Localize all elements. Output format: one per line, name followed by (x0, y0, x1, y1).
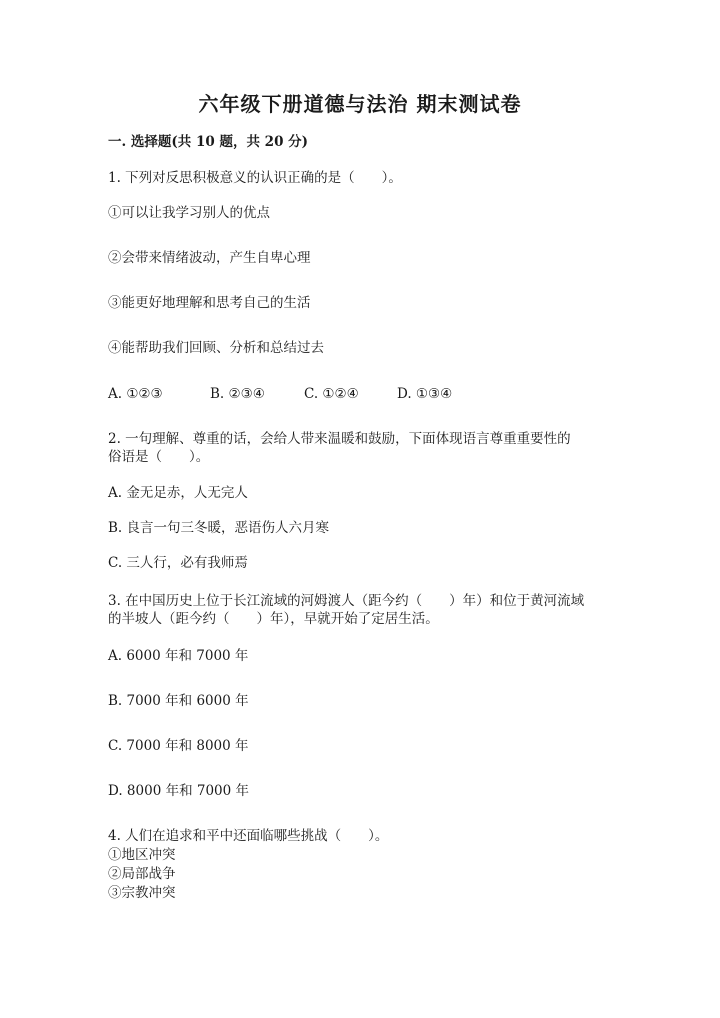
question-2-stem-line-1: 2. 一句理解、尊重的话，会给人带来温暖和鼓励，下面体现语言尊重重要性的 (108, 431, 571, 447)
question-4-item-1: ①地区冲突 (108, 847, 176, 863)
question-1-option-a: A. ①②③ (108, 386, 163, 402)
page-title: 六年级下册道德与法治 期末测试卷 (198, 92, 522, 116)
question-1-option-b: B. ②③④ (210, 386, 265, 402)
question-4-item-2: ②局部战争 (108, 866, 176, 882)
question-1-item-3: ③能更好地理解和思考自己的生活 (108, 295, 311, 311)
question-3-stem-line-1: 3. 在中国历史上位于长江流域的河姆渡人（距今约（ ）年）和位于黄河流域 (108, 593, 585, 609)
question-3-option-c: C. 7000 年和 8000 年 (108, 738, 249, 754)
question-1-option-d: D. ①③④ (397, 386, 453, 402)
question-4-stem: 4. 人们在追求和平中还面临哪些挑战（ ）。 (108, 828, 389, 844)
question-1-stem: 1. 下列对反思积极意义的认识正确的是（ ）。 (108, 170, 402, 186)
question-4-item-3: ③宗教冲突 (108, 885, 176, 901)
section-heading: 一. 选择题(共 10 题，共 20 分) (108, 134, 309, 150)
question-2-option-b: B. 良言一句三冬暖，恶语伤人六月寒 (108, 520, 330, 536)
question-3-option-a: A. 6000 年和 7000 年 (108, 648, 249, 664)
question-1-option-c: C. ①②④ (304, 386, 359, 402)
question-2-option-c: C. 三人行，必有我师焉 (108, 555, 248, 571)
question-3-stem-line-2: 的半坡人（距今约（ ）年），早就开始了定居生活。 (108, 611, 439, 627)
question-1-item-2: ②会带来情绪波动，产生自卑心理 (108, 250, 311, 266)
question-3-option-d: D. 8000 年和 7000 年 (108, 783, 250, 799)
question-2-stem-line-2: 俗语是（ ）。 (108, 449, 210, 465)
question-1-item-1: ①可以让我学习别人的优点 (108, 205, 270, 221)
question-2-option-a: A. 金无足赤，人无完人 (108, 485, 248, 501)
question-3-option-b: B. 7000 年和 6000 年 (108, 693, 249, 709)
question-1-item-4: ④能帮助我们回顾、分析和总结过去 (108, 340, 324, 356)
